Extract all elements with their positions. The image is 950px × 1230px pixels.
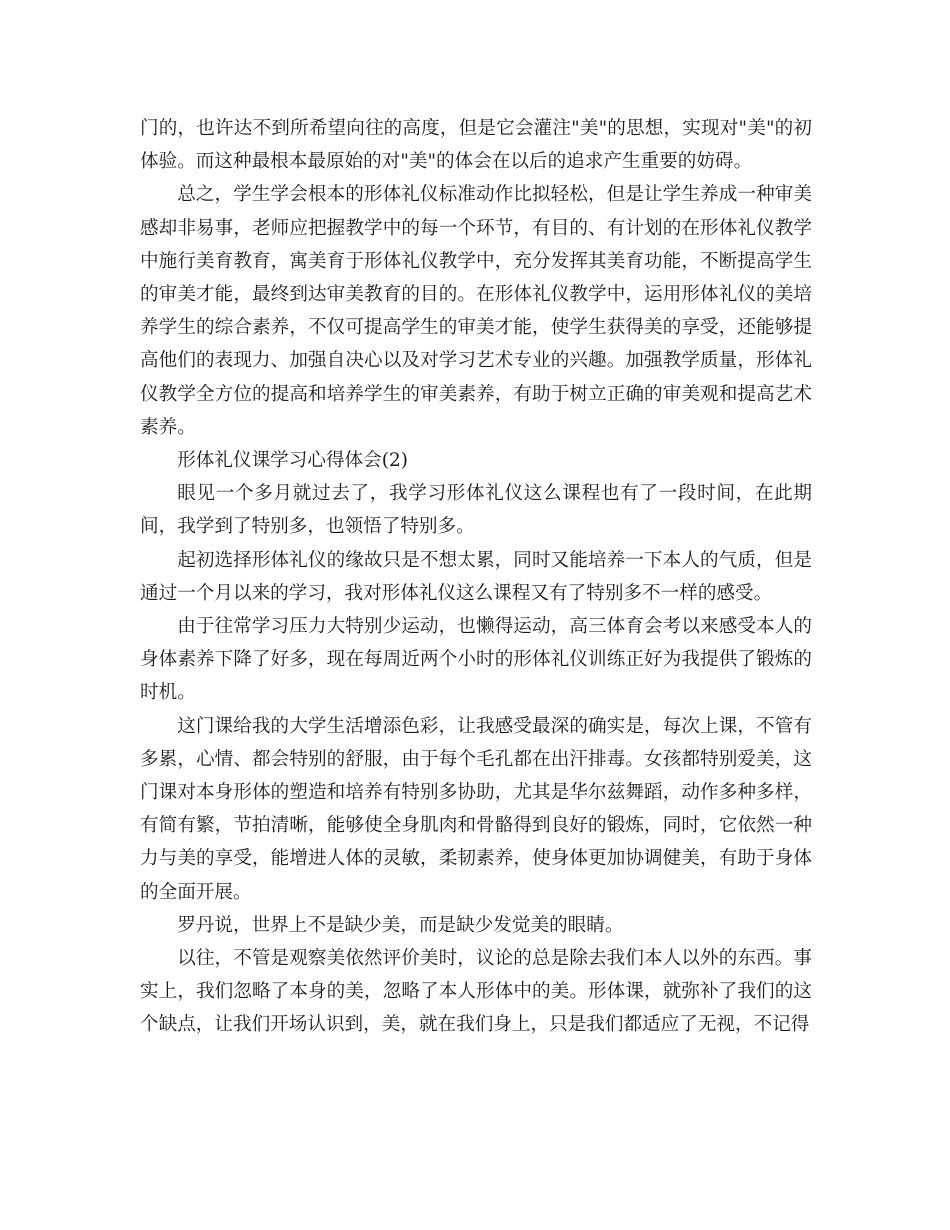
document-page: [140, 112, 812, 1042]
paragraph-reason: 起初选择形体礼仪的缘故只是不想太累，同时又能培养一下本人的气质，但是通过一个月以来的学习，我对形体礼仪这么课程又有了特别多不一样的感受。: [140, 549, 812, 604]
paragraph-intro: 眼见一个多月就过去了，我学习形体礼仪这么课程也有了一段时间，在此期间，我学到了特别多，也领悟了特别多。: [140, 483, 812, 538]
paragraph-experience: 这门课给我的大学生活增添色彩，让我感受最深的确实是，每次上课，不管有多累，心情、都会特别的舒服，由于每个毛孔都在出汗排毒。女孩都特别爱美，这门课对本身形体的塑造和培养有特别多协助，尤其是华尔兹舞蹈，动作多种多样，有简有繁，节拍清晰，能够使全身肌肉和骨骼得到良好的锻炼，同时，它依然一种力与美的享受，能增进人体的灵敏，柔韧素养，使身体更加协调健美，有助于身体的全面开展。: [140, 715, 812, 903]
paragraph-exercise: 由于往常学习压力大特别少运动，也懒得运动，高三体育会考以来感受本人的身体素养下降了好多，现在每周近两个小时的形体礼仪训练正好为我提供了锻炼的时机。: [140, 616, 812, 704]
section-heading: 形体礼仪课学习心得体会(2): [177, 450, 409, 472]
paragraph-summary: 总之，学生学会根本的形体礼仪标准动作比拟轻松，但是让学生养成一种审美感却非易事，老师应把握教学中的每一个环节，有目的、有计划的在形体礼仪教学中施行美育教育，寓美育于形体礼仪教学中，充分发挥其美育功能，不断提高学生的审美才能，最终到达审美教育的目的。在形体礼仪教学中，运用形体礼仪的美培养学生的综合素养，不仅可提高学生的审美才能，使学生获得美的享受，还能够提高他们的表现力、加强自决心以及对学习艺术专业的兴趣。加强教学质量，形体礼仪教学全方位的提高和培养学生的审美素养，有助于树立正确的审美观和提高艺术素养。: [140, 184, 812, 438]
paragraph-reflection: 以往，不管是观察美依然评价美时，议论的总是除去我们本人以外的东西。事实上，我们忽略了本身的美，忽略了本人形体中的美。形体课，就弥补了我们的这个缺点，让我们开场认识到，美，就在我们身上，只是我们都适应了无视，不记得: [140, 948, 812, 1036]
paragraph-quote: 罗丹说，世界上不是缺少美，而是缺少发觉美的眼睛。: [177, 914, 624, 936]
paragraph-continuation: 门的，也许达不到所希望向往的高度，但是它会灌注"美"的思想，实现对"美"的初体验。而这种最根本最原始的对"美"的体会在以后的追求产生重要的妨碍。: [140, 118, 812, 173]
